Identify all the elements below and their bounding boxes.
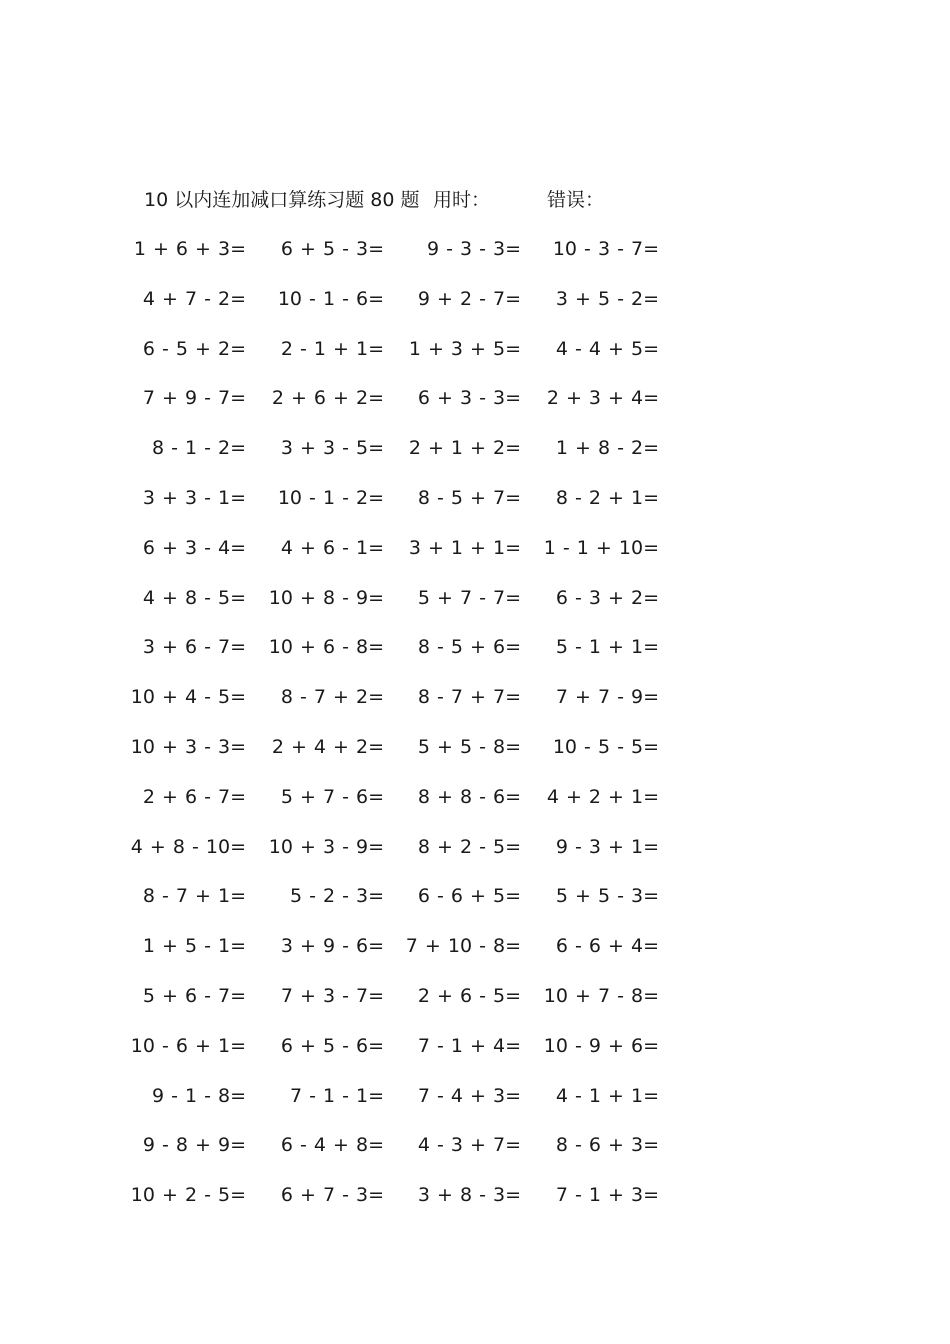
error-count-label: 错误： <box>547 189 605 211</box>
problem-row <box>0 881 950 931</box>
problem-item: 7 + 7 - 9= <box>555 686 659 709</box>
problem-row <box>0 931 950 981</box>
time-used-label: 用时： <box>433 189 491 211</box>
problem-item: 1 + 8 - 2= <box>555 437 659 460</box>
problem-item: 8 - 1 - 2= <box>151 437 246 460</box>
worksheet-title: 10 以内连加减口算练习题 80 题 <box>144 189 420 211</box>
problem-item: 8 - 7 + 1= <box>142 885 246 908</box>
problem-item: 6 + 3 - 3= <box>417 387 521 410</box>
problem-item: 5 - 1 + 1= <box>555 636 659 659</box>
problem-item: 8 + 8 - 6= <box>417 785 521 808</box>
problem-row <box>0 1081 950 1131</box>
problem-item: 3 + 1 + 1= <box>408 536 521 559</box>
problem-item: 5 + 6 - 7= <box>142 984 246 1007</box>
problem-item: 7 - 1 + 3= <box>555 1184 659 1207</box>
problem-item: 7 + 9 - 7= <box>142 387 246 410</box>
problem-item: 5 + 7 - 7= <box>417 586 521 609</box>
problem-item: 10 + 8 - 9= <box>268 586 384 609</box>
problem-item: 2 + 1 + 2= <box>408 437 521 460</box>
problem-item: 2 + 3 + 4= <box>546 387 659 410</box>
problem-item: 5 + 7 - 6= <box>280 785 384 808</box>
problem-item: 3 + 5 - 2= <box>555 287 659 310</box>
problem-row <box>0 732 950 782</box>
problem-item: 4 + 7 - 2= <box>142 287 246 310</box>
problem-item: 3 + 3 - 5= <box>280 437 384 460</box>
problem-item: 2 - 1 + 1= <box>280 337 384 360</box>
problem-item: 10 - 9 + 6= <box>543 1034 659 1057</box>
problem-item: 6 + 7 - 3= <box>280 1184 384 1207</box>
problem-item: 10 + 7 - 8= <box>543 984 659 1007</box>
problem-item: 5 + 5 - 3= <box>555 885 659 908</box>
problem-item: 8 - 7 + 7= <box>417 686 521 709</box>
problem-item: 7 - 1 + 4= <box>417 1034 521 1057</box>
worksheet-header <box>0 186 950 216</box>
problem-row <box>0 583 950 633</box>
problem-row <box>0 782 950 832</box>
problem-item: 8 - 6 + 3= <box>555 1134 659 1157</box>
problem-item: 1 - 1 + 10= <box>543 536 659 559</box>
problem-item: 10 + 3 - 3= <box>130 735 246 758</box>
problem-item: 1 + 5 - 1= <box>142 935 246 958</box>
problem-item: 10 + 2 - 5= <box>130 1184 246 1207</box>
problem-item: 8 - 2 + 1= <box>555 486 659 509</box>
problem-item: 10 - 3 - 7= <box>552 238 659 260</box>
problem-row <box>0 334 950 384</box>
problem-row <box>0 1031 950 1081</box>
problem-item: 7 + 10 - 8= <box>405 935 521 958</box>
problem-item: 3 + 6 - 7= <box>142 636 246 659</box>
problem-item: 6 - 4 + 8= <box>280 1134 384 1157</box>
problem-item: 1 + 6 + 3= <box>133 238 246 260</box>
problem-item: 6 - 6 + 4= <box>555 935 659 958</box>
problem-item: 10 + 4 - 5= <box>130 686 246 709</box>
problem-item: 9 + 2 - 7= <box>417 287 521 310</box>
problem-item: 4 - 1 + 1= <box>555 1084 659 1107</box>
problem-item: 8 - 5 + 7= <box>417 486 521 509</box>
problem-item: 9 - 3 - 3= <box>426 238 521 260</box>
problem-row <box>0 682 950 732</box>
problem-item: 3 + 8 - 3= <box>417 1184 521 1207</box>
problem-item: 4 + 8 - 5= <box>142 586 246 609</box>
problem-item: 7 - 1 - 1= <box>289 1084 384 1107</box>
problem-item: 4 - 3 + 7= <box>417 1134 521 1157</box>
problem-item: 8 - 5 + 6= <box>417 636 521 659</box>
problem-item: 8 + 2 - 5= <box>417 835 521 858</box>
problem-item: 4 - 4 + 5= <box>555 337 659 360</box>
problem-item: 4 + 2 + 1= <box>546 785 659 808</box>
problem-item: 10 - 1 - 6= <box>277 287 384 310</box>
problem-item: 6 - 6 + 5= <box>417 885 521 908</box>
problem-item: 9 - 1 - 8= <box>151 1084 246 1107</box>
problem-row <box>0 1130 950 1180</box>
problem-grid <box>0 234 950 1230</box>
problem-item: 10 - 1 - 2= <box>277 486 384 509</box>
problem-item: 10 + 3 - 9= <box>268 835 384 858</box>
problem-item: 3 + 9 - 6= <box>280 935 384 958</box>
problem-item: 7 + 3 - 7= <box>280 984 384 1007</box>
problem-item: 2 + 6 - 5= <box>417 984 521 1007</box>
problem-item: 10 + 6 - 8= <box>268 636 384 659</box>
problem-row <box>0 284 950 334</box>
problem-row <box>0 1180 950 1230</box>
problem-row <box>0 483 950 533</box>
problem-item: 6 - 3 + 2= <box>555 586 659 609</box>
problem-item: 2 + 6 - 7= <box>142 785 246 808</box>
problem-item: 4 + 8 - 10= <box>130 835 246 858</box>
problem-item: 8 - 7 + 2= <box>280 686 384 709</box>
problem-item: 9 - 3 + 1= <box>555 835 659 858</box>
problem-item: 2 + 4 + 2= <box>271 735 384 758</box>
problem-item: 5 + 5 - 8= <box>417 735 521 758</box>
problem-item: 3 + 3 - 1= <box>142 486 246 509</box>
problem-row <box>0 981 950 1031</box>
problem-item: 6 - 5 + 2= <box>142 337 246 360</box>
problem-item: 6 + 5 - 6= <box>280 1034 384 1057</box>
problem-item: 4 + 6 - 1= <box>280 536 384 559</box>
problem-row <box>0 383 950 433</box>
problem-item: 10 - 6 + 1= <box>130 1034 246 1057</box>
problem-item: 10 - 5 - 5= <box>552 735 659 758</box>
problem-item: 6 + 3 - 4= <box>142 536 246 559</box>
problem-item: 6 + 5 - 3= <box>280 238 384 260</box>
problem-row <box>0 832 950 882</box>
problem-row <box>0 234 950 284</box>
problem-item: 2 + 6 + 2= <box>271 387 384 410</box>
problem-item: 1 + 3 + 5= <box>408 337 521 360</box>
problem-row <box>0 533 950 583</box>
problem-row <box>0 433 950 483</box>
problem-row <box>0 632 950 682</box>
problem-item: 5 - 2 - 3= <box>289 885 384 908</box>
problem-item: 9 - 8 + 9= <box>142 1134 246 1157</box>
problem-item: 7 - 4 + 3= <box>417 1084 521 1107</box>
